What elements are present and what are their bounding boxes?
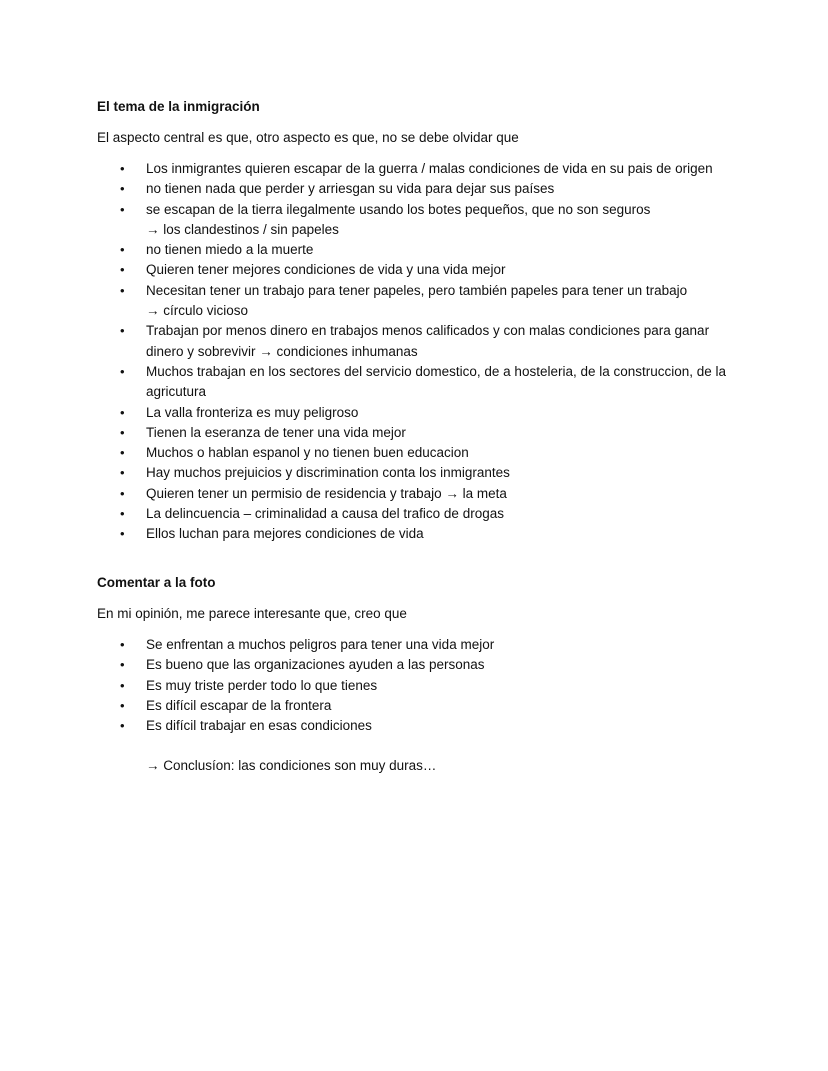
list-item [0,403,746,423]
list-item-subtext: → círculo vicioso [146,303,249,319]
list-item-text: Necesitan tener un trabajo para tener papeles, pero también papeles para tener un trabajo [146,282,688,298]
list-item-text: Muchos trabajan en los sectores del servicio domestico, de a hosteleria, de la construccion, de la agricutura [146,363,727,400]
section2-intro: En mi opinión, me parece interesante que, creo que [97,606,407,621]
conclusion-text: → Conclusíon: las condiciones son muy duras… [146,758,437,773]
section1-bullet-list [0,159,828,545]
list-item [0,321,746,362]
bullet-icon: • [120,506,125,522]
bullet-icon: • [120,404,125,420]
bullet-icon: • [120,363,125,379]
list-item-text: Es bueno que las organizaciones ayuden a las personas [146,657,485,673]
bullet-icon: • [120,718,125,734]
bullet-icon: • [120,485,125,501]
section2-title: Comentar a la foto [97,575,216,590]
bullet-icon: • [120,697,125,713]
bullet-icon: • [120,201,125,217]
list-item [0,655,746,675]
list-item [0,504,746,524]
section1-title: El tema de la inmigración [97,99,260,114]
section2-bullet-list [0,635,828,736]
list-item-text: La delincuencia – criminalidad a causa del trafico de drogas [146,506,504,522]
list-item-text: Ellos luchan para mejores condiciones de vida [146,526,424,542]
list-item [0,484,746,504]
list-item-text: Muchos o hablan espanol y no tienen buen educacion [146,445,469,461]
list-item [0,696,746,716]
list-item-text: Es difícil trabajar en esas condiciones [146,718,372,734]
list-item-text: Es muy triste perder todo lo que tienes [146,677,378,693]
list-item [0,159,746,179]
list-item-text: Tienen la eseranza de tener una vida mejor [146,424,406,440]
list-item [0,524,746,544]
list-item-subtext: → los clandestinos / sin papeles [146,221,339,237]
list-item [0,281,746,322]
list-item [0,635,746,655]
bullet-icon: • [120,526,125,542]
list-item [0,716,746,736]
bullet-icon: • [120,657,125,673]
bullet-icon: • [120,262,125,278]
bullet-icon: • [120,242,125,258]
bullet-icon: • [120,282,125,298]
list-item [0,260,746,280]
list-item-text: La valla fronteriza es muy peligroso [146,404,359,420]
list-item-text: Se enfrentan a muchos peligros para tener una vida mejor [146,637,495,652]
list-item-text: no tienen miedo a la muerte [146,242,314,258]
list-item [0,423,746,443]
list-item-text: se escapan de la tierra ilegalmente usando los botes pequeños, que no son seguros [146,201,651,217]
bullet-icon: • [120,424,125,440]
list-item-text: Trabajan por menos dinero en trabajos menos calificados y con malas condiciones para ganar dinero y sobrevivir → condiciones inhumanas [146,323,710,359]
bullet-icon: • [120,637,125,652]
bullet-icon: • [120,161,125,176]
bullet-icon: • [120,181,125,197]
list-item [0,362,746,403]
list-item [0,463,746,483]
bullet-icon: • [120,677,125,693]
list-item-text: no tienen nada que perder y arriesgan su vida para dejar sus países [146,181,555,197]
list-item-text: Quieren tener un permisio de residencia y trabajo → la meta [146,485,507,501]
list-item-text: Hay muchos prejuicios y discrimination conta los inmigrantes [146,465,510,481]
list-item [0,240,746,260]
list-item [0,676,746,696]
list-item [0,443,746,463]
list-item-text: Quieren tener mejores condiciones de vida y una vida mejor [146,262,506,278]
bullet-icon: • [120,445,125,461]
section1-intro: El aspecto central es que, otro aspecto es que, no se debe olvidar que [97,130,519,145]
list-item-text: Los inmigrantes quieren escapar de la guerra / malas condiciones de vida en su pais de origen [146,161,713,176]
bullet-icon: • [120,323,125,339]
list-item [0,179,746,199]
list-item-text: Es difícil escapar de la frontera [146,697,332,713]
bullet-icon: • [120,465,125,481]
list-item [0,200,746,241]
